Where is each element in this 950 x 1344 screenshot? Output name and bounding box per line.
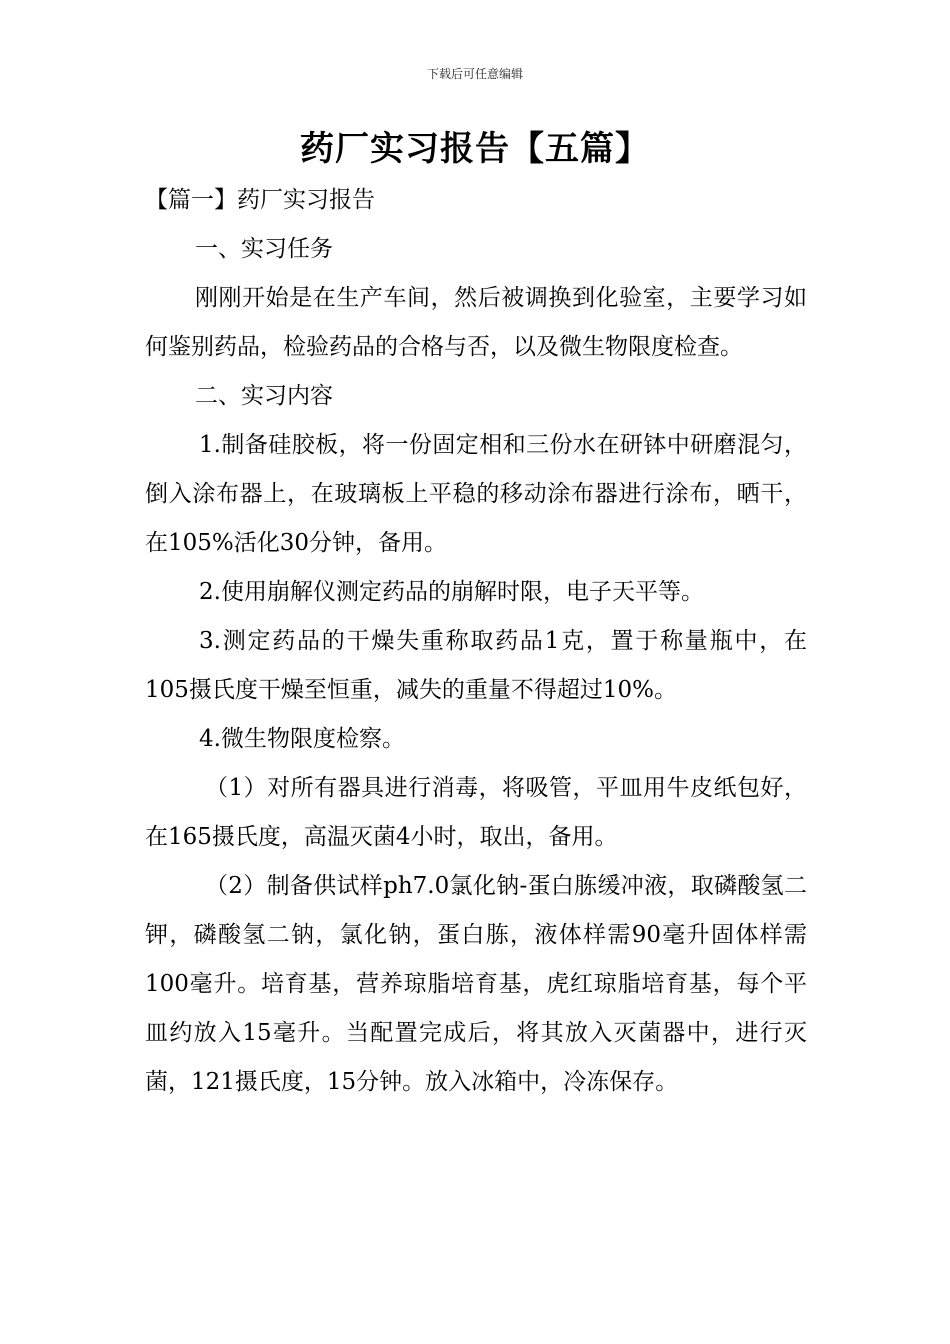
- sub-item-buffer-preparation: （2）制备供试样ph7.0氯化钠-蛋白胨缓冲液，取磷酸氢二钾，磷酸氢二钠，氯化钠，蛋白胨，液体样需90毫升固体样需100毫升。培育基，营养琼脂培育基，虎红琼脂培育基，每个平皿约放入15毫升。当配置完成后，将其放入灭菌器中，进行灭菌，121摄氏度，15分钟。放入冰箱中，冷冻保存。: [145, 873, 807, 1095]
- heading-internship-content: 二、实习内容: [195, 383, 333, 409]
- list-item-silica-plate: 1.制备硅胶板，将一份固定相和三份水在研钵中研磨混匀，倒入涂布器上，在玻璃板上平稳的移动涂布器进行涂布，晒干，在105%活化30分钟，备用。: [145, 432, 807, 556]
- header-note: 下载后可任意编辑: [426, 67, 523, 81]
- heading-internship-task: 一、实习任务: [195, 236, 333, 262]
- section-title: 【篇一】药厂实习报告: [145, 187, 375, 213]
- list-item-microbial-limit: 4.微生物限度检察。: [199, 726, 405, 752]
- document-title: 药厂实习报告【五篇】: [300, 129, 650, 169]
- sub-item-sterilization: （1）对所有器具进行消毒，将吸管，平皿用牛皮纸包好，在165摄氏度，高温灭菌4小时，取出，备用。: [145, 775, 807, 850]
- list-item-disintegration: 2.使用崩解仪测定药品的崩解时限，电子天平等。: [199, 579, 704, 605]
- paragraph-task-description: 刚刚开始是在生产车间，然后被调换到化验室，主要学习如何鉴别药品，检验药品的合格与否，以及微生物限度检查。: [145, 285, 807, 360]
- list-item-drying-loss: 3.测定药品的干燥失重称取药品1克，置于称量瓶中，在105摄氏度干燥至恒重，减失的重量不得超过10%。: [145, 628, 807, 703]
- document-body: [145, 176, 807, 1107]
